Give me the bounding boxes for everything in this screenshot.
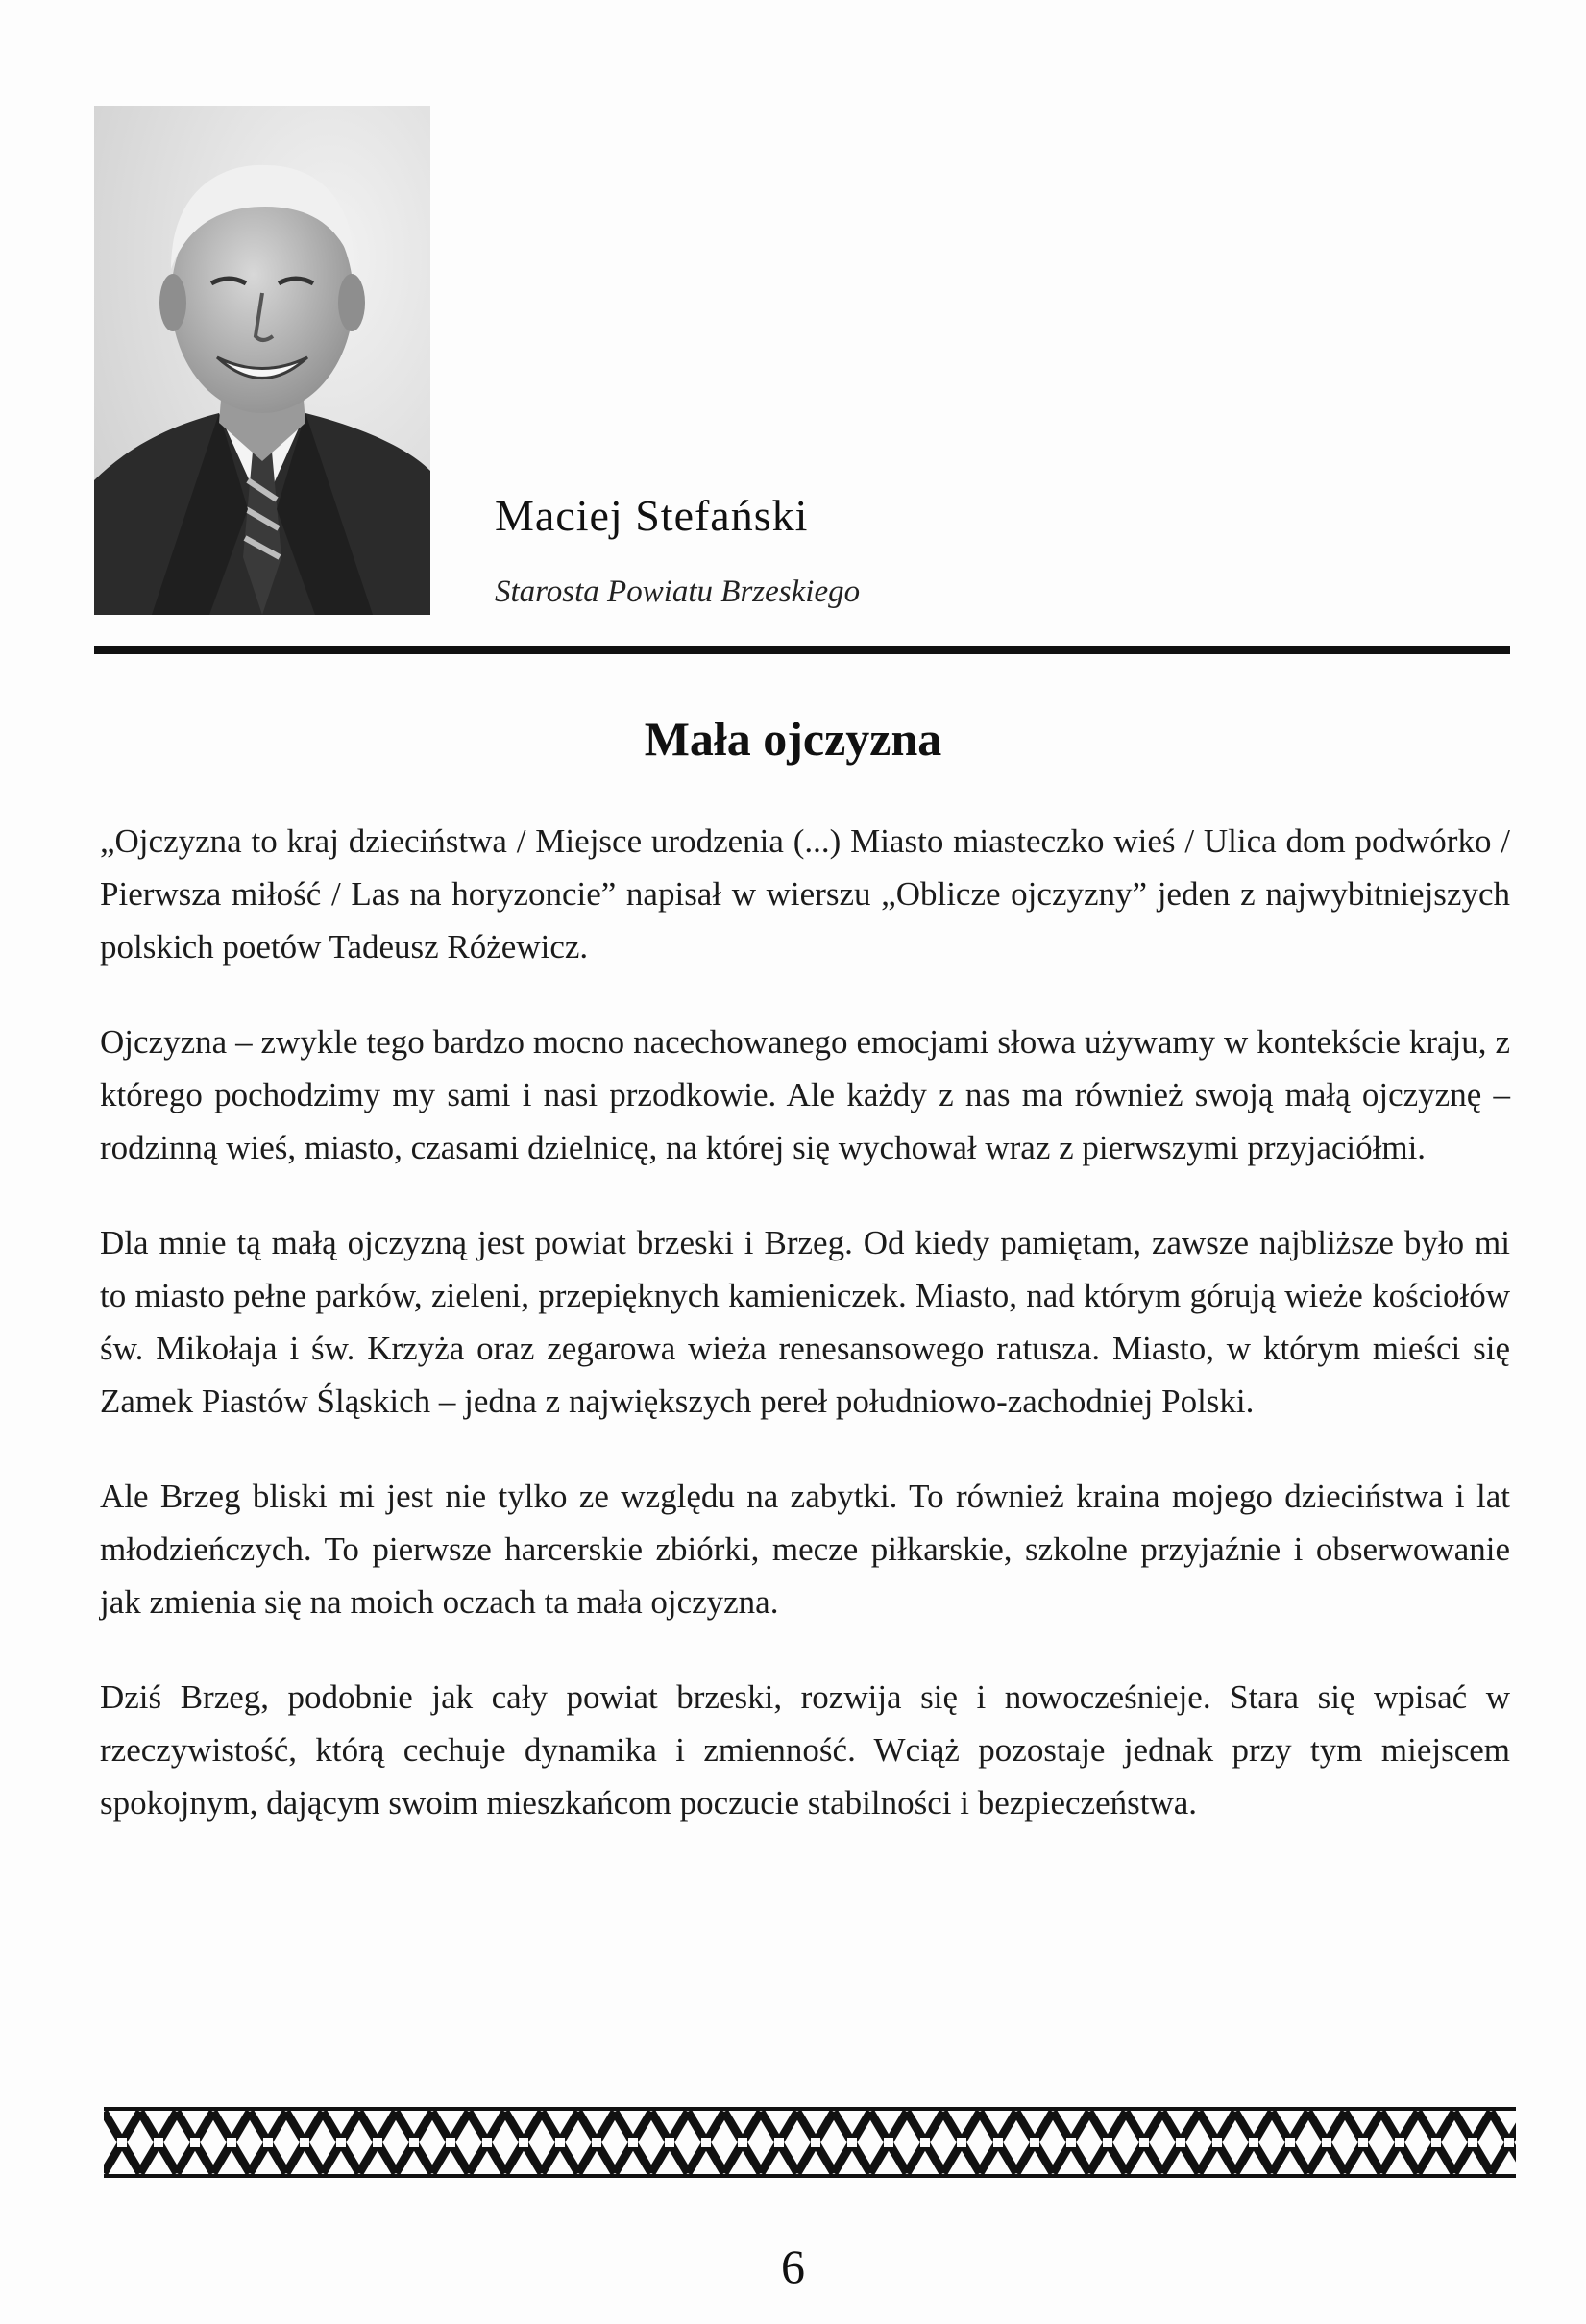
- paragraph: Ojczyzna – zwykle tego bardzo mocno nacechowanego emocjami słowa używamy w kontekście kraju, z którego pochodzimy my sami i nasi przodkowie. Ale każdy z nas ma również swoją małą ojczyznę – rodzinną wieś, miasto, czasami dzielnicę, na której się wychował wraz z pierwszymi przyjaciółmi.: [100, 1023, 1510, 1166]
- paragraph: Dziś Brzeg, podobnie jak cały powiat brzeski, rozwija się i nowocześnieje. Stara się wpisać w rzeczywistość, którą cechuje dynamika i zmienność. Wciąż pozostaje jednak przy tym miejscem spokojnym, dającym swoim mieszkańcom poczucie stabilności i bezpieczeństwa.: [100, 1678, 1510, 1822]
- page-number: 6: [781, 2239, 805, 2293]
- decorative-border: [104, 2106, 1516, 2179]
- article-title: Mała ojczyzna: [644, 712, 942, 766]
- paragraph: Ale Brzeg bliski mi jest nie tylko ze względu na zabytki. To również kraina mojego dzieciństwa i lat młodzieńczych. To pierwsze harcerskie zbiórki, mecze piłkarskie, szkolne przyjaźnie i obserwowanie jak zmienia się na moich oczach ta mała ojczyzna.: [100, 1478, 1510, 1621]
- paragraph: „Ojczyzna to kraj dzieciństwa / Miejsce urodzenia (...) Miasto miasteczko wieś / Ulica dom podwórko / Pierwsza miłość / Las na horyzoncie” napisał w wierszu „Oblicze ojczyzny” jeden z najwybitniejszych polskich poetów Tadeusz Różewicz.: [100, 822, 1510, 966]
- author-name: Maciej Stefański: [495, 491, 809, 540]
- paragraph: Dla mnie tą małą ojczyzną jest powiat brzeski i Brzeg. Od kiedy pamiętam, zawsze najbliższe było mi to miasto pełne parków, zieleni, przepięknych kamieniczek. Miasto, nad którym górują wieże kościołów św. Mikołaja i św. Krzyża oraz zegarowa wieża renesansowego ratusza. Miasto, w którym mieści się Zamek Piastów Śląskich – jedna z największych pereł południowo-zachodniej Polski.: [100, 1224, 1510, 1420]
- header-divider: [94, 646, 1510, 654]
- author-role: Starosta Powiatu Brzeskiego: [495, 575, 861, 609]
- author-portrait: [94, 106, 430, 615]
- article-body: [100, 815, 1510, 1871]
